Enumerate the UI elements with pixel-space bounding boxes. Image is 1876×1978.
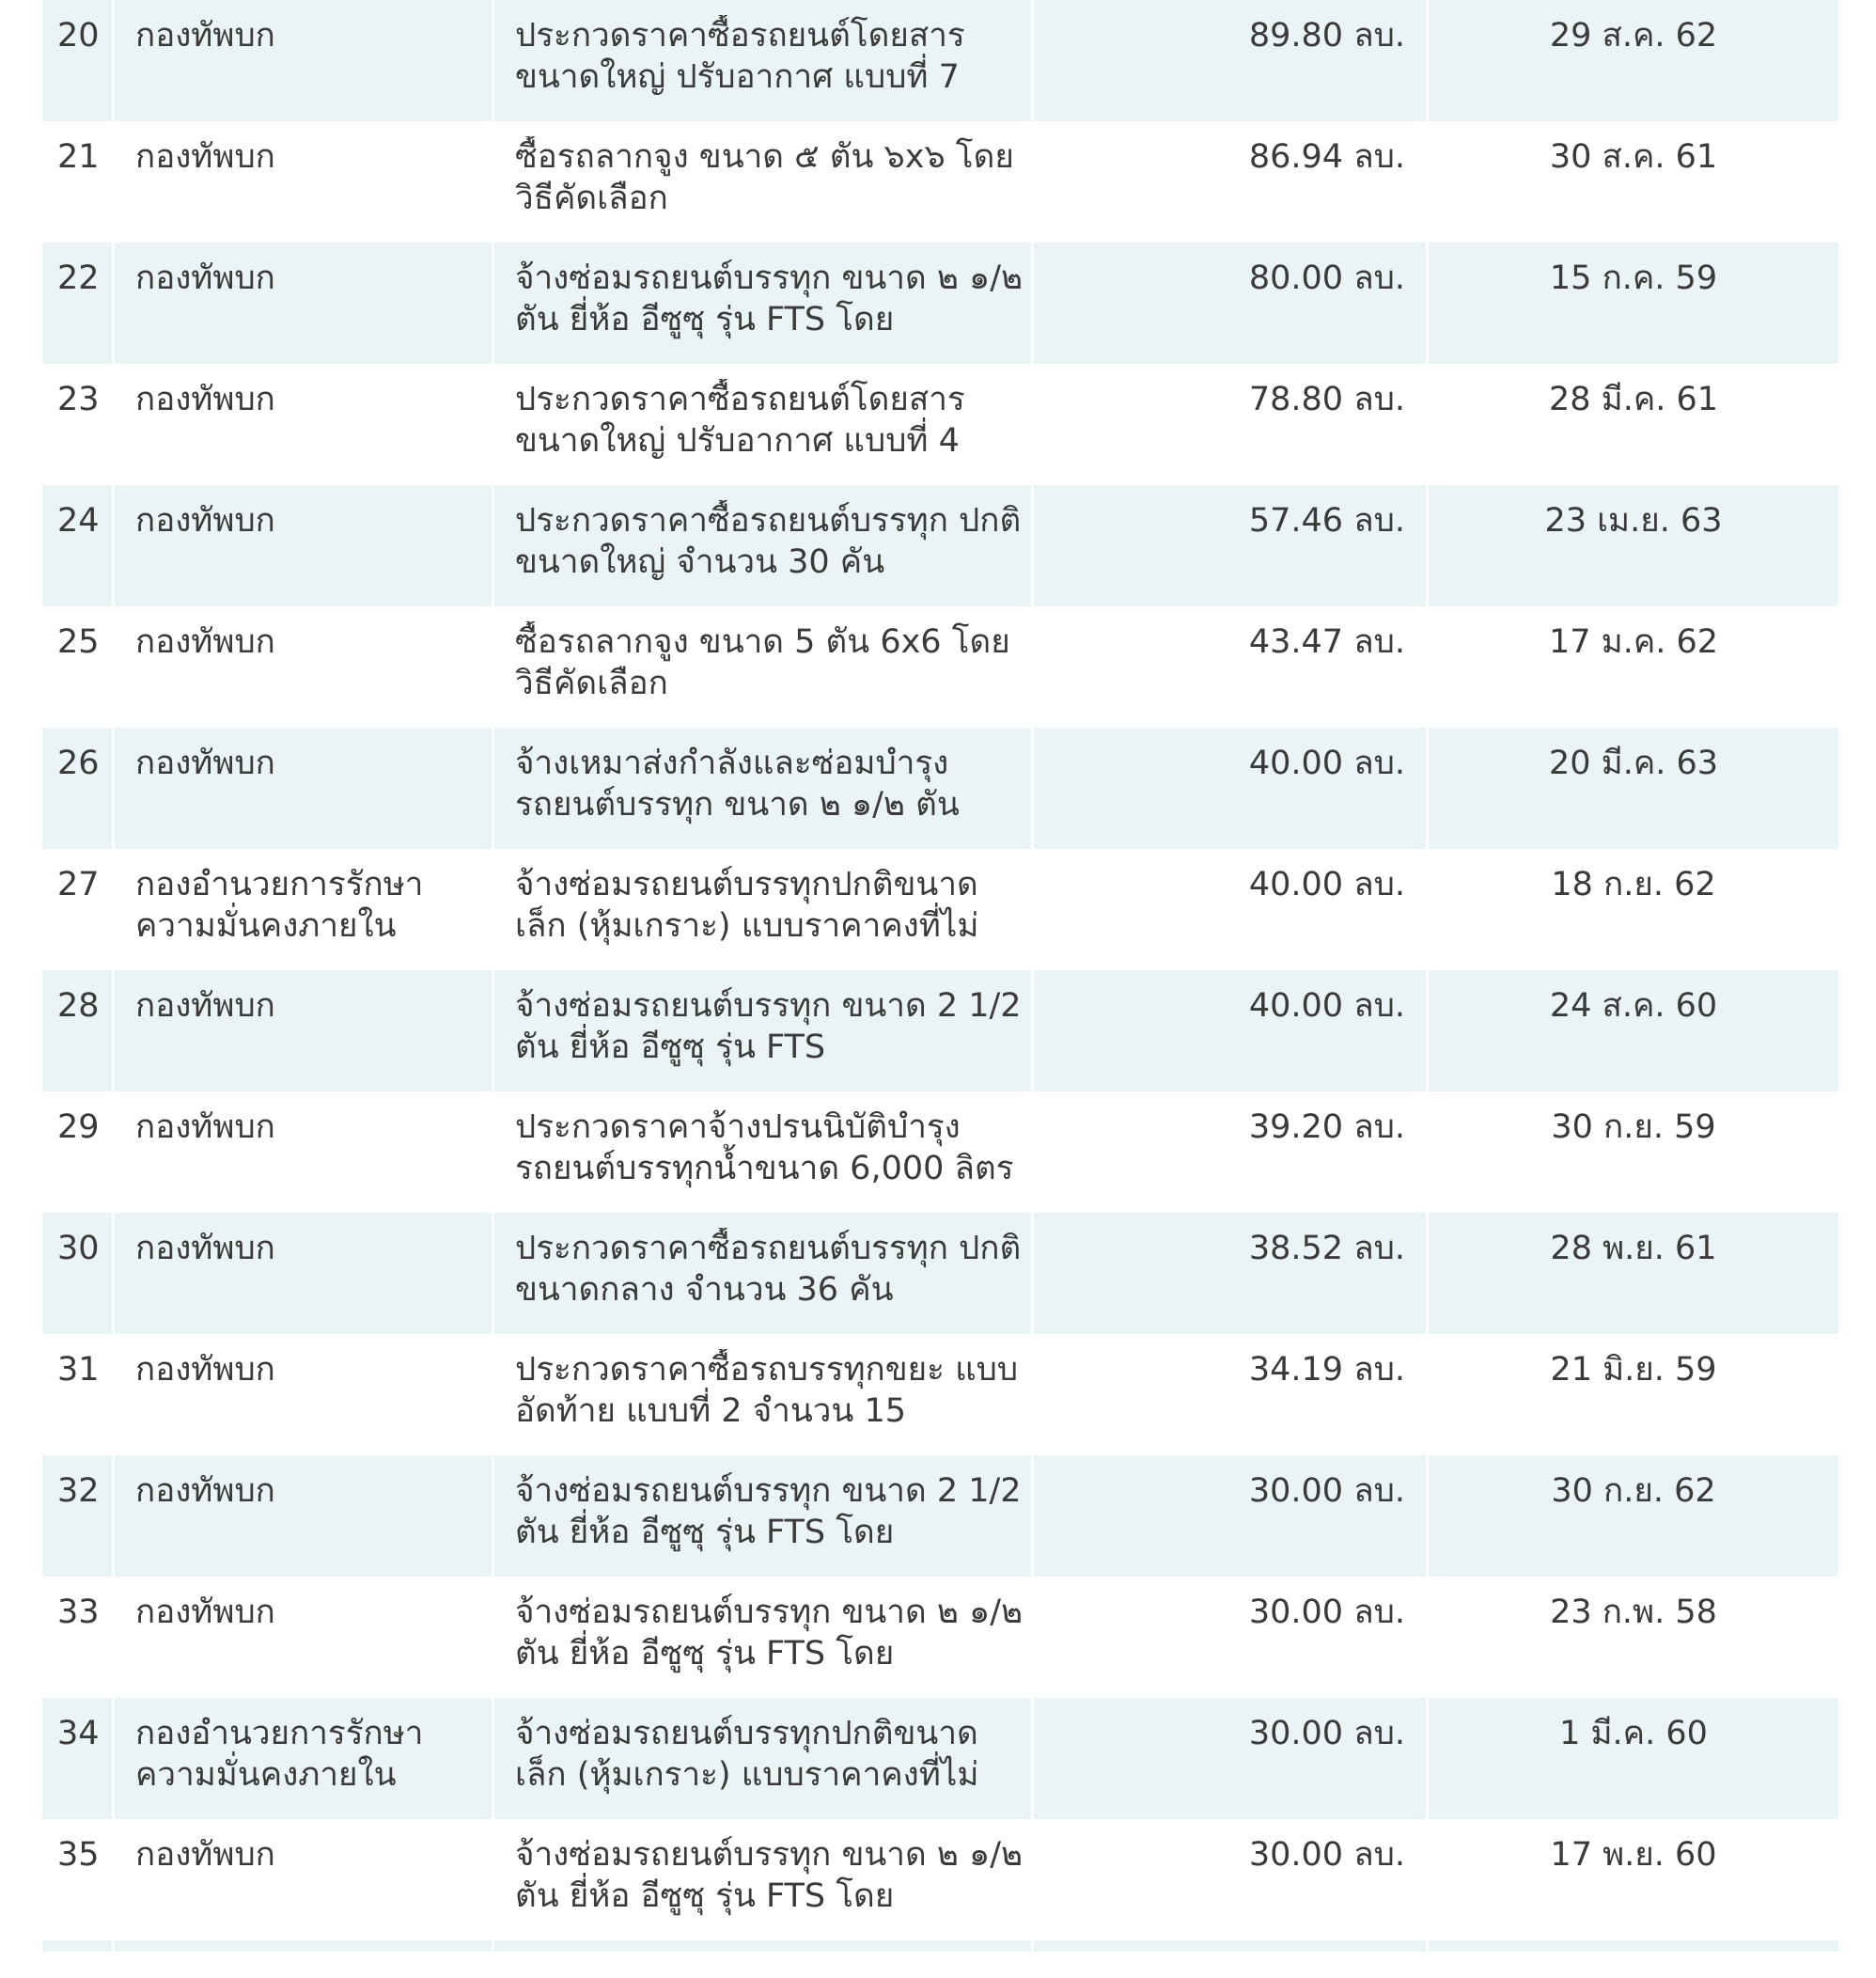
date-cell <box>1429 970 1838 1091</box>
date-cell <box>1429 606 1838 728</box>
amount-cell <box>1034 364 1429 485</box>
row-number-cell <box>42 485 115 606</box>
row-number-cell <box>42 364 115 485</box>
date-cell <box>1429 1819 1838 1940</box>
contract-date: 18 ก.ย. 62 <box>1551 866 1716 903</box>
amount-cell <box>1034 0 1429 121</box>
contract-date: 28 มี.ค. 61 <box>1548 381 1719 418</box>
procurement-table <box>42 0 1838 1952</box>
agency-name: กองทัพบก <box>135 138 275 176</box>
row-number: 24 <box>57 502 100 540</box>
project-description[interactable]: ซื้อรถลากจูง ขนาด ๕ ตัน ๖x๖ โดยวิธีคัดเลือก <box>515 138 1014 217</box>
amount-cell <box>1034 606 1429 728</box>
row-number-cell <box>42 1819 115 1940</box>
table-row <box>42 1940 1838 1952</box>
budget-amount: 34.19 ลบ. <box>1248 1351 1405 1389</box>
row-number-cell <box>42 1334 115 1455</box>
date-cell <box>1429 1455 1838 1577</box>
budget-amount: 30.00 ลบ. <box>1248 1715 1405 1752</box>
partial-row-cell <box>115 1940 494 1952</box>
agency-cell <box>115 606 494 728</box>
agency-cell <box>115 364 494 485</box>
project-description[interactable]: จ้างซ่อมรถยนต์บรรทุกปกติขนาด เล็ก (หุ้มเกราะ) แบบราคาคงที่ไม่ <box>515 866 979 945</box>
row-number-cell <box>42 606 115 728</box>
project-description[interactable]: ซื้อรถลากจูง ขนาด 5 ตัน 6x6 โดยวิธีคัดเลือก <box>515 623 1010 702</box>
description-cell <box>494 1819 1034 1940</box>
budget-amount: 43.47 ลบ. <box>1248 623 1405 661</box>
agency-cell <box>115 1334 494 1455</box>
agency-name: กองทัพบก <box>135 1593 275 1631</box>
partial-row-cell <box>42 1940 115 1952</box>
agency-cell <box>115 485 494 606</box>
table-row <box>42 364 1838 485</box>
table-row <box>42 1091 1838 1213</box>
agency-name: กองทัพบก <box>135 1472 275 1510</box>
amount-cell <box>1034 1091 1429 1213</box>
amount-cell <box>1034 849 1429 970</box>
row-number: 29 <box>57 1108 100 1146</box>
project-description[interactable]: จ้างเหมาส่งกำลังและซ่อมบำรุง รถยนต์บรรทุก ขนาด ๒ ๑/๒ ตัน <box>515 745 960 824</box>
amount-cell <box>1034 121 1429 243</box>
table-row <box>42 243 1838 364</box>
amount-cell <box>1034 1213 1429 1334</box>
row-number-cell <box>42 121 115 243</box>
row-number-cell <box>42 1455 115 1577</box>
description-cell <box>494 1334 1034 1455</box>
description-cell <box>494 1091 1034 1213</box>
row-number-cell <box>42 728 115 849</box>
project-description[interactable]: จ้างซ่อมรถยนต์บรรทุก ขนาด ๒ ๑/๒ ตัน ยี่ห้อ อีซูซุ รุ่น FTS โดย <box>515 1593 1024 1672</box>
table-row <box>42 728 1838 849</box>
date-cell <box>1429 0 1838 121</box>
date-cell <box>1429 121 1838 243</box>
agency-name: กองอำนวยการรักษา ความมั่นคงภายใน <box>135 866 424 945</box>
row-number-cell <box>42 1091 115 1213</box>
agency-name: กองทัพบก <box>135 1108 275 1146</box>
description-cell <box>494 364 1034 485</box>
contract-date: 29 ส.ค. 62 <box>1549 17 1718 55</box>
agency-cell <box>115 1819 494 1940</box>
row-number: 33 <box>57 1593 100 1631</box>
date-cell <box>1429 485 1838 606</box>
table-row <box>42 485 1838 606</box>
budget-amount: 30.00 ลบ. <box>1248 1593 1405 1631</box>
project-description[interactable]: จ้างซ่อมรถยนต์บรรทุก ขนาด ๒ ๑/๒ ตัน ยี่ห้อ อีซูซุ รุ่น FTS โดย <box>515 259 1024 338</box>
agency-name: กองทัพบก <box>135 259 275 297</box>
row-number-cell <box>42 1577 115 1698</box>
budget-amount: 40.00 ลบ. <box>1248 866 1405 903</box>
amount-cell <box>1034 485 1429 606</box>
date-cell <box>1429 849 1838 970</box>
project-description[interactable]: ประกวดราคาซื้อรถบรรทุกขยะ แบบอัดท้าย แบบที่ 2 จำนวน 15 <box>515 1351 1019 1430</box>
table-row <box>42 1455 1838 1577</box>
contract-date: 15 ก.ค. 59 <box>1549 259 1718 297</box>
table-row <box>42 606 1838 728</box>
amount-cell <box>1034 1455 1429 1577</box>
agency-name: กองทัพบก <box>135 17 275 55</box>
row-number: 26 <box>57 745 100 782</box>
row-number-cell <box>42 1698 115 1819</box>
row-number-cell <box>42 0 115 121</box>
agency-cell <box>115 121 494 243</box>
table-row <box>42 121 1838 243</box>
agency-cell <box>115 0 494 121</box>
row-number-cell <box>42 970 115 1091</box>
budget-amount: 39.20 ลบ. <box>1248 1108 1405 1146</box>
row-number-cell <box>42 849 115 970</box>
table-row <box>42 1577 1838 1698</box>
date-cell <box>1429 1213 1838 1334</box>
row-number: 23 <box>57 381 100 418</box>
agency-cell <box>115 970 494 1091</box>
table-row <box>42 0 1838 121</box>
amount-cell <box>1034 243 1429 364</box>
agency-name: กองทัพบก <box>135 502 275 540</box>
description-cell <box>494 243 1034 364</box>
table-row <box>42 1334 1838 1455</box>
date-cell <box>1429 364 1838 485</box>
description-cell <box>494 0 1034 121</box>
date-cell <box>1429 728 1838 849</box>
agency-cell <box>115 1455 494 1577</box>
row-number: 28 <box>57 987 100 1025</box>
agency-cell <box>115 1698 494 1819</box>
row-number: 21 <box>57 138 100 176</box>
table-row <box>42 1213 1838 1334</box>
contract-date: 21 มิ.ย. 59 <box>1550 1351 1717 1389</box>
amount-cell <box>1034 1334 1429 1455</box>
project-description[interactable]: ประกวดราคาซื้อรถยนต์โดยสาร ขนาดใหญ่ ปรับอากาศ แบบที่ 4 <box>515 381 965 460</box>
amount-cell <box>1034 970 1429 1091</box>
budget-amount: 89.80 ลบ. <box>1248 17 1405 55</box>
partial-row-cell <box>494 1940 1034 1952</box>
agency-name: กองอำนวยการรักษา ความมั่นคงภายใน <box>135 1715 424 1794</box>
amount-cell <box>1034 1819 1429 1940</box>
table-row <box>42 1819 1838 1940</box>
contract-date: 24 ส.ค. 60 <box>1549 987 1718 1025</box>
table-row <box>42 1698 1838 1819</box>
budget-amount: 30.00 ลบ. <box>1248 1836 1405 1874</box>
row-number-cell <box>42 243 115 364</box>
contract-date: 28 พ.ย. 61 <box>1550 1230 1717 1267</box>
agency-cell <box>115 1577 494 1698</box>
amount-cell <box>1034 728 1429 849</box>
description-cell <box>494 970 1034 1091</box>
agency-cell <box>115 1091 494 1213</box>
agency-cell <box>115 849 494 970</box>
row-number: 27 <box>57 866 100 903</box>
agency-name: กองทัพบก <box>135 745 275 782</box>
date-cell <box>1429 243 1838 364</box>
amount-cell <box>1034 1577 1429 1698</box>
budget-amount: 40.00 ลบ. <box>1248 745 1405 782</box>
description-cell <box>494 121 1034 243</box>
row-number: 32 <box>57 1472 100 1510</box>
date-cell <box>1429 1091 1838 1213</box>
description-cell <box>494 1213 1034 1334</box>
project-description[interactable]: ประกวดราคาซื้อรถยนต์บรรทุก ปกติขนาดใหญ่ จำนวน 30 คัน <box>515 502 1022 581</box>
date-cell <box>1429 1577 1838 1698</box>
contract-date: 17 ม.ค. 62 <box>1548 623 1719 661</box>
project-description[interactable]: จ้างซ่อมรถยนต์บรรทุก ขนาด 2 1/2 ตัน ยี่ห้อ อีซูซุ รุ่น FTS โดย <box>515 1472 1022 1551</box>
contract-date: 1 มี.ค. 60 <box>1559 1715 1708 1752</box>
budget-amount: 40.00 ลบ. <box>1248 987 1405 1025</box>
row-number: 35 <box>57 1836 100 1874</box>
contract-date: 17 พ.ย. 60 <box>1550 1836 1717 1874</box>
project-description[interactable]: ประกวดราคาซื้อรถยนต์โดยสาร ขนาดใหญ่ ปรับอากาศ แบบที่ 7 <box>515 17 965 96</box>
row-number: 25 <box>57 623 100 661</box>
row-number: 34 <box>57 1715 100 1752</box>
contract-date: 30 ก.ย. 62 <box>1551 1472 1716 1510</box>
date-cell <box>1429 1698 1838 1819</box>
agency-name: กองทัพบก <box>135 1351 275 1389</box>
budget-amount: 38.52 ลบ. <box>1248 1230 1405 1267</box>
agency-cell <box>115 1213 494 1334</box>
project-description[interactable]: จ้างซ่อมรถยนต์บรรทุก ขนาด ๒ ๑/๒ ตัน ยี่ห้อ อีซูซุ รุ่น FTS โดย <box>515 1836 1024 1915</box>
agency-name: กองทัพบก <box>135 1836 275 1874</box>
budget-amount: 78.80 ลบ. <box>1248 381 1405 418</box>
table-row <box>42 849 1838 970</box>
project-description[interactable]: จ้างซ่อมรถยนต์บรรทุกปกติขนาด เล็ก (หุ้มเกราะ) แบบราคาคงที่ไม่ <box>515 1715 979 1794</box>
contract-date: 30 ส.ค. 61 <box>1549 138 1718 176</box>
description-cell <box>494 606 1034 728</box>
agency-name: กองทัพบก <box>135 381 275 418</box>
row-number: 22 <box>57 259 100 297</box>
budget-amount: 57.46 ลบ. <box>1248 502 1405 540</box>
contract-date: 20 มี.ค. 63 <box>1548 745 1719 782</box>
description-cell <box>494 1698 1034 1819</box>
description-cell <box>494 1577 1034 1698</box>
row-number: 20 <box>57 17 100 55</box>
agency-cell <box>115 728 494 849</box>
project-description[interactable]: จ้างซ่อมรถยนต์บรรทุก ขนาด 2 1/2 ตัน ยี่ห้อ อีซูซุ รุ่น FTS <box>515 987 1022 1066</box>
partial-row-cell <box>1034 1940 1429 1952</box>
description-cell <box>494 849 1034 970</box>
partial-row-cell <box>1429 1940 1838 1952</box>
contract-date: 23 เม.ย. 63 <box>1544 502 1723 540</box>
contract-date: 30 ก.ย. 59 <box>1551 1108 1716 1146</box>
agency-name: กองทัพบก <box>135 623 275 661</box>
agency-cell <box>115 243 494 364</box>
contract-date: 23 ก.พ. 58 <box>1550 1593 1717 1631</box>
procurement-table-container <box>42 0 1838 1952</box>
budget-amount: 86.94 ลบ. <box>1248 138 1405 176</box>
description-cell <box>494 485 1034 606</box>
date-cell <box>1429 1334 1838 1455</box>
budget-amount: 30.00 ลบ. <box>1248 1472 1405 1510</box>
agency-name: กองทัพบก <box>135 1230 275 1267</box>
table-row <box>42 970 1838 1091</box>
project-description[interactable]: ประกวดราคาจ้างปรนนิบัติบำรุง รถยนต์บรรทุกน้ำขนาด 6,000 ลิตร <box>515 1108 1014 1187</box>
row-number-cell <box>42 1213 115 1334</box>
amount-cell <box>1034 1698 1429 1819</box>
description-cell <box>494 728 1034 849</box>
description-cell <box>494 1455 1034 1577</box>
row-number: 30 <box>57 1230 100 1267</box>
project-description[interactable]: ประกวดราคาซื้อรถยนต์บรรทุก ปกติขนาดกลาง จำนวน 36 คัน <box>515 1230 1022 1309</box>
budget-amount: 80.00 ลบ. <box>1248 259 1405 297</box>
table-body <box>42 0 1838 1952</box>
row-number: 31 <box>57 1351 100 1389</box>
agency-name: กองทัพบก <box>135 987 275 1025</box>
